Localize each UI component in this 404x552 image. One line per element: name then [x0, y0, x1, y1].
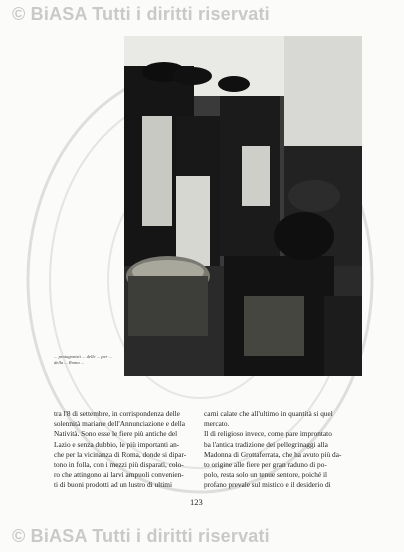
text-line: ti di buoni prodotti ad un lustro di ultimi [54, 480, 172, 490]
photo-caption: ... protagonisti ... delle ... per ... della ... Roma ... [54, 354, 113, 365]
text-line: carni calate che all'ultimo in quantità si quel [204, 409, 333, 418]
text-line: Lazio e senza dubbio, le più importanti an- [54, 439, 180, 449]
watermark-top: © BiASA Tutti i diritti riservati [12, 4, 270, 24]
text-line: che per la vicinanza di Roma, donde si dipar- [54, 449, 187, 459]
text-line: solennità mariane dell'Annunciazione e della [54, 419, 185, 429]
text-line: to origine alle fiere per gran raduno di po- [204, 460, 327, 470]
text-line: tra l'8 di settembre, in corrispondenza delle [54, 409, 180, 418]
text-line: polo, resta solo un tenue sentore, poiché il [204, 470, 328, 480]
text-line: ba l'antica tradizione dei pellegrinaggi alla [204, 439, 328, 449]
page-number: 123 [190, 497, 203, 507]
text-column-right [204, 409, 343, 491]
text-line: mercato. [204, 419, 230, 429]
market-photo [124, 36, 362, 376]
text-line: Madonna di Grottaferrata, che ha avuto più da- [204, 449, 342, 459]
text-line: tono in folla, con i mezzi più disparati, colo- [54, 460, 184, 470]
text-line: Natività. Sono esse le fiere più antiche del [54, 429, 178, 439]
text-line: ro che attingono ai larvi ampuoli convenien- [54, 470, 184, 480]
text-line: profano prevale sul mistico e il desiderio di [204, 480, 331, 490]
text-column-left [54, 409, 193, 491]
text-line: Il di religioso invece, come pare improntato [204, 429, 332, 439]
watermark-bottom: © BiASA Tutti i diritti riservati [12, 526, 270, 546]
market-photo-image [124, 36, 362, 376]
